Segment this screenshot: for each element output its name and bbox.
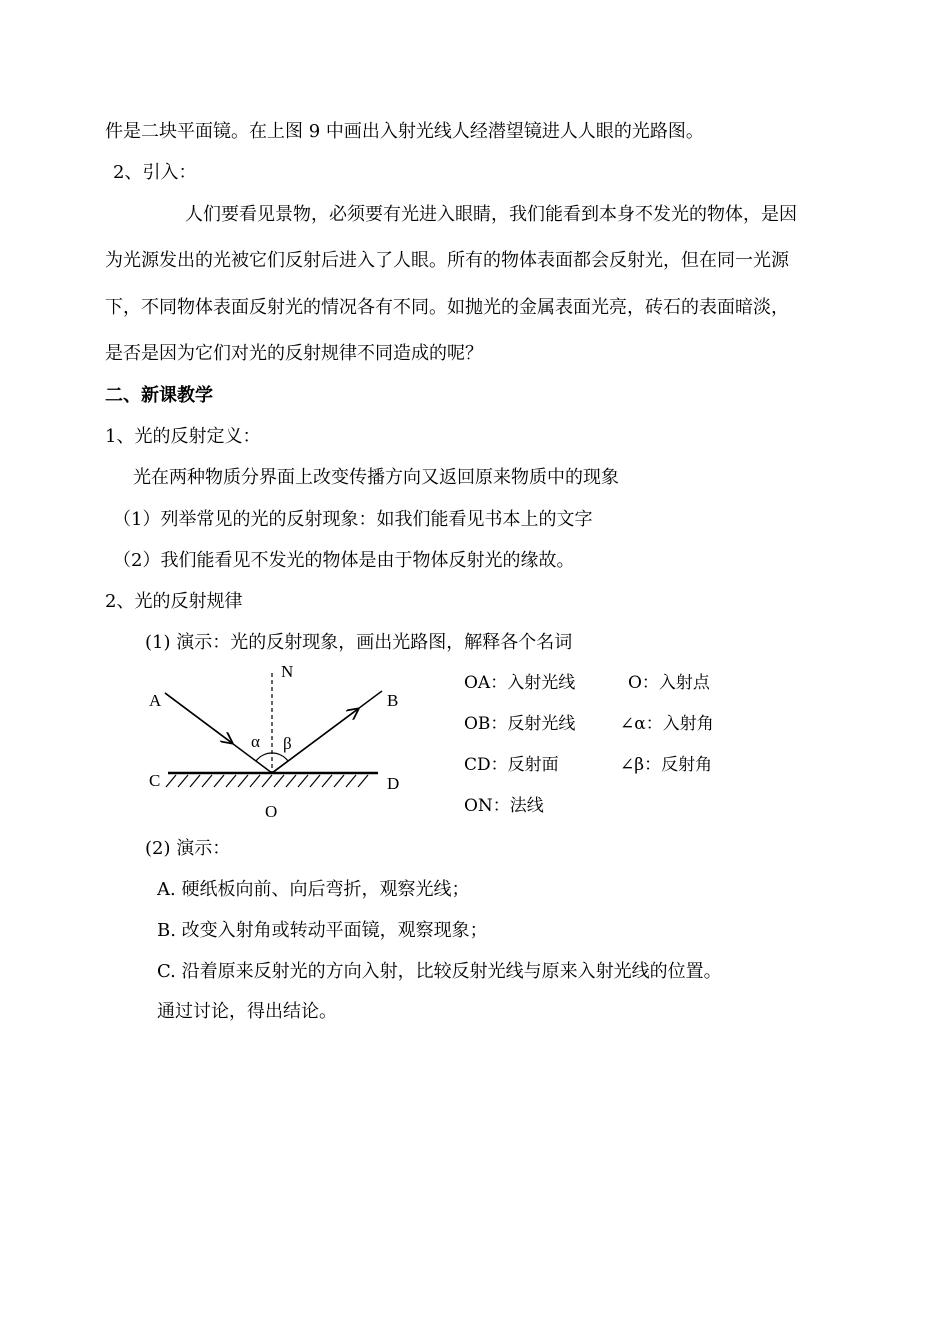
subheading-law: 2、光的反射规律 [105, 591, 243, 612]
demo-heading: (1) 演示：光的反射现象，画出光路图，解释各个名词 [145, 632, 573, 653]
incident-arrow [165, 693, 232, 743]
text-line: 件是二块平面镜。在上图 9 中画出入射光线人经潜望镜进人人眼的光路图。 [105, 121, 704, 142]
angle-beta-arc [272, 753, 288, 761]
label-alpha: α [251, 732, 260, 751]
demo-heading: (2) 演示： [145, 838, 231, 859]
label-b: B [387, 691, 399, 710]
conclusion-text: 通过讨论，得出结论。 [157, 1001, 337, 1022]
angle-alpha-arc [256, 753, 272, 761]
subheading-intro: 2、引入： [113, 162, 197, 183]
label-c: C [149, 771, 161, 790]
list-item: （2）我们能看见不发光的物体是由于物体反射光的缘故。 [113, 550, 575, 571]
paragraph-line: 下，不同物体表面反射光的情况各有不同。如抛光的金属表面光亮，砖石的表面暗淡， [105, 297, 789, 318]
legend-ob: OB：反射光线 [464, 714, 576, 734]
definition-text: 光在两种物质分界面上改变传播方向又返回原来物质中的现象 [133, 467, 619, 488]
step-item: B. 改变入射角或转动平面镜，观察现象； [157, 920, 488, 941]
legend-o: O：入射点 [628, 673, 710, 693]
legend-cd: CD：反射面 [464, 755, 559, 775]
label-n: N [281, 662, 294, 681]
paragraph-line: 为光源发出的光被它们反射后进入了人眼。所有的物体表面都会反射光，但在同一光源 [105, 250, 789, 271]
section-title: 二、新课教学 [105, 385, 213, 406]
paragraph-line: 人们要看见景物，必须要有光进入眼睛，我们能看到本身不发光的物体，是因 [185, 204, 797, 225]
legend-beta: ∠β：反射角 [620, 755, 713, 775]
legend-alpha: ∠α：入射角 [620, 714, 714, 734]
step-item: A. 硬纸板向前、向后弯折，观察光线； [157, 879, 470, 900]
legend-on: ON：法线 [464, 796, 544, 816]
label-a: A [149, 691, 162, 710]
legend-oa: OA：入射光线 [464, 673, 576, 693]
label-o: O [265, 802, 278, 821]
list-item: （1）列举常见的光的反射现象：如我们能看见书本上的文字 [113, 509, 593, 530]
label-beta: β [283, 734, 292, 753]
reflection-diagram [140, 655, 420, 825]
mirror-hatching [166, 775, 368, 787]
step-item: C. 沿着原来反射光的方向入射，比较反射光线与原来入射光线的位置。 [157, 961, 722, 982]
subheading-definition: 1、光的反射定义： [105, 426, 261, 447]
label-d: D [387, 774, 400, 793]
paragraph-line: 是否是因为它们对光的反射规律不同造成的呢？ [105, 343, 483, 364]
